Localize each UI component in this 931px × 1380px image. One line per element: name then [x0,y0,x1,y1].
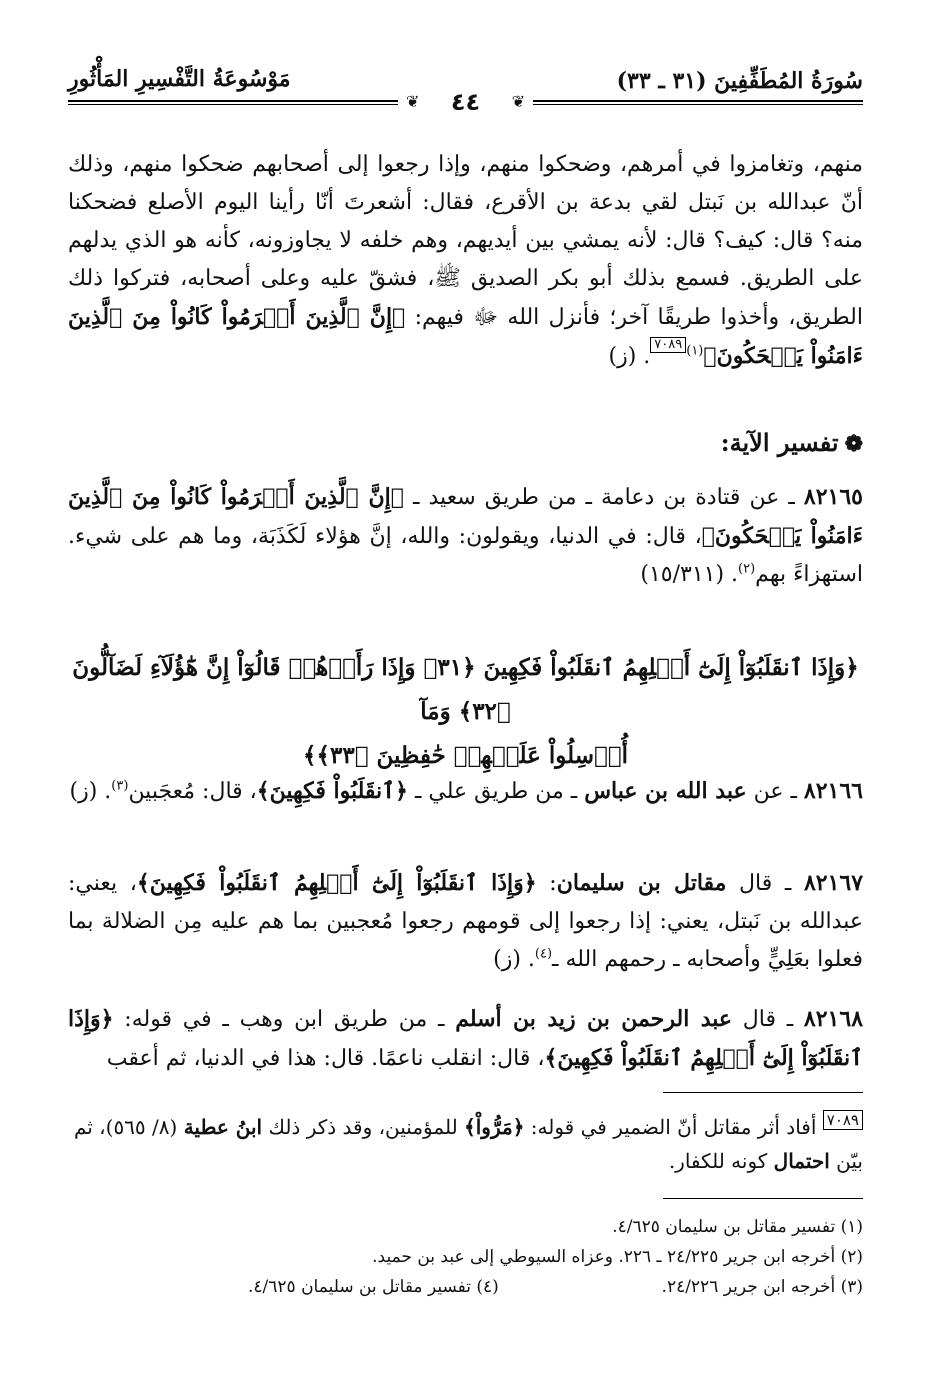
narrator-name: عبد الرحمن بن زيد بن أسلم [455,1006,733,1032]
entry-text: ، قال: في الدنيا، ويقولون: والله، إنَّ هؤلاء لَكَذَبَة، وما هم على شيء. استهزاءً بهم [68,524,863,587]
entry-text: ـ قال [732,1007,804,1032]
entry-text: ـ من طريق علي ـ [407,779,585,804]
page-header [68,62,863,116]
entry-text: ـ عن [746,779,804,804]
flower-icon: ❁ [844,431,863,457]
note-text: (٨/ ٥٦٥)، ثم بيّن [73,1115,863,1173]
reference-tail: . (١٥/٣١١) [640,562,739,587]
entry-82165 [68,478,863,594]
entry-text: ـ قال [726,871,804,896]
footnote-marker: (٢) [738,561,756,577]
book-title: مَوْسُوعَةُ التَّفْسِيرِ المَأْثُورِ [68,66,291,92]
note-divider [663,1092,863,1093]
intro-paragraph [68,146,863,376]
entry-text: ـ من طريق ابن وهب ـ في قوله: [113,1007,456,1032]
note-text: أفاد أثر مقاتل أنّ الضمير في قوله: [524,1115,823,1139]
note-emphasis: احتمال [773,1149,830,1173]
note-reference-box: ٧٠٨٩ [650,337,686,353]
note-number-box: ٧٠٨٩ [823,1110,863,1130]
intro-text: منهم، وتغامزوا في أمرهم، وضحكوا منهم، وإذا رجعوا إلى أصحابهم ضحكوا منهم، وذلك أنّ عبدالله بن نَبتل لقي بدعة بن الأقرع، فقال: أشعرتَ أنّا رأينا اليوم الأصلع فضحكنا منه؟ قال: كيف؟ قال: لأنه يمشي بين أيديهم، وهم خلفه لا يجاوزونه، كأنه هو الذي يدلهم على الطريق. فسمع بذلك أبو بكر الصديق ﷺ، فشقّ عليه وعلى أصحابه، فتركوا ذلك الطريق، وأخذوا طريقًا آخر؛ فأنزل الله ﷻ فيهم: [68,152,863,330]
surah-title: سُورَةُ المُطَفِّفِينَ (٣١ ـ ٣٣) [616,68,863,94]
entry-number: ٨٢١٦٨ [803,1006,864,1032]
reference-tail: . (ز) [493,947,535,972]
section-heading [721,428,863,457]
note-text: كونه للكفار. [668,1149,774,1173]
footnote-divider [663,1198,863,1199]
reference-tail: . (ز) [69,779,112,804]
scholar-name: ابنُ عطية [183,1115,263,1139]
entry-82167 [68,864,863,979]
page-number: ٤٤ [68,88,863,116]
narrator-name: عبد الله بن عباس [584,778,747,804]
entry-number: ٨٢١٦٥ [803,484,863,510]
quran-quote: ﴿ٱنقَلَبُواْ فَكِهِينَ﴾ [256,778,408,804]
entry-number: ٨٢١٦٦ [803,778,863,804]
verse-line: ﴿وَإِذَا ٱنقَلَبُوٓاْ إِلَىٰٓ أَهۡلِهِمُ ٱنقَلَبُواْ فَكِهِينَ ﴿٣١﴾ وَإِذَا رَأَوۡهُمۡ قَالُوٓاْ إِنَّ هَٰٓؤُلَآءِ لَضَآلُّونَ ﴿٣٢﴾ وَمَآ [72,654,859,725]
entry-number: ٨٢١٦٧ [803,870,864,896]
entry-text: ـ عن قتادة بن دعامة ـ من طريق سعيد ـ [403,485,804,510]
entry-82168 [68,1000,863,1078]
quran-quote: ﴿وَإِذَا ٱنقَلَبُوٓاْ إِلَىٰٓ أَهۡلِهِمُ ٱنقَلَبُواْ فَكِهِينَ﴾ [68,1006,863,1071]
quran-quote: ﴿إِنَّ ٱلَّذِينَ أَجۡرَمُواْ كَانُواْ مِنَ ٱلَّذِينَ ءَامَنُواْ يَضۡحَكُونَ﴾ [68,304,863,369]
ornament-icon: ❦ [406,92,420,111]
entry-text: ، يعني: عبدالله بن نَبتل، يعني: إذا رجعوا إلى قومهم رجعوا مُعجبين بما هم عليه مِن الضلالة بما فعلوا بعَلِيٍّ وأصحابه ـ رحمهم الله ـ [68,871,863,972]
footnote-marker: (٤) [534,946,553,962]
footnote-marker: (١) [686,343,704,359]
quran-quote: ﴿وَإِذَا ٱنقَلَبُوٓاْ إِلَىٰٓ أَهۡلِهِمُ ٱنقَلَبُواْ فَكِهِينَ﴾ [136,870,537,896]
footnote-2: (٢) أخرجه ابن جرير ٢٤/٢٢٥ ـ ٢٢٦. وعزاه السيوطي إلى عبد بن حميد. [372,1247,863,1267]
footnote-3: (٣) أخرجه ابن جرير ٢٤/٢٢٦. [661,1277,863,1297]
note-text: للمؤمنين، وقد ذكر ذلك [262,1115,465,1139]
narrator-name: مقاتل بن سليمان [556,870,727,896]
entry-text: ، قال: انقلب ناعمًا. قال: هذا في الدنيا، ثم أعقب [106,1046,545,1071]
reference-tail: . (ز) [608,344,651,369]
entry-text: : [536,871,557,896]
footnote-row [68,1272,863,1302]
ornament-icon: ❦ [511,92,525,111]
footnote-marker: (٣) [111,778,129,794]
quran-quote: ﴿إِنَّ ٱلَّذِينَ أَجۡرَمُواْ كَانُواْ مِنَ ٱلَّذِينَ ءَامَنُواْ يَضۡحَكُونَ﴾ [68,484,863,549]
footnote-4: (٤) تفسير مقاتل بن سليمان ٤/٦٢٥. [248,1277,499,1297]
quran-quote: ﴿مَرُّواْ﴾ [464,1115,525,1139]
section-title: تفسير الآية: [720,428,839,457]
editor-note-7089 [68,1110,863,1178]
footnote-1: (١) تفسير مقاتل بن سليمان ٤/٦٢٥. [612,1217,863,1237]
quran-verse-block [68,646,863,778]
verse-line: أُرۡسِلُواْ عَلَيۡهِمۡ حَٰفِظِينَ ﴿٣٣﴾﴾ [303,742,628,769]
entry-text: ، قال: مُعجَبين [128,779,257,804]
entry-82166 [68,772,863,811]
footnotes [68,1212,863,1302]
